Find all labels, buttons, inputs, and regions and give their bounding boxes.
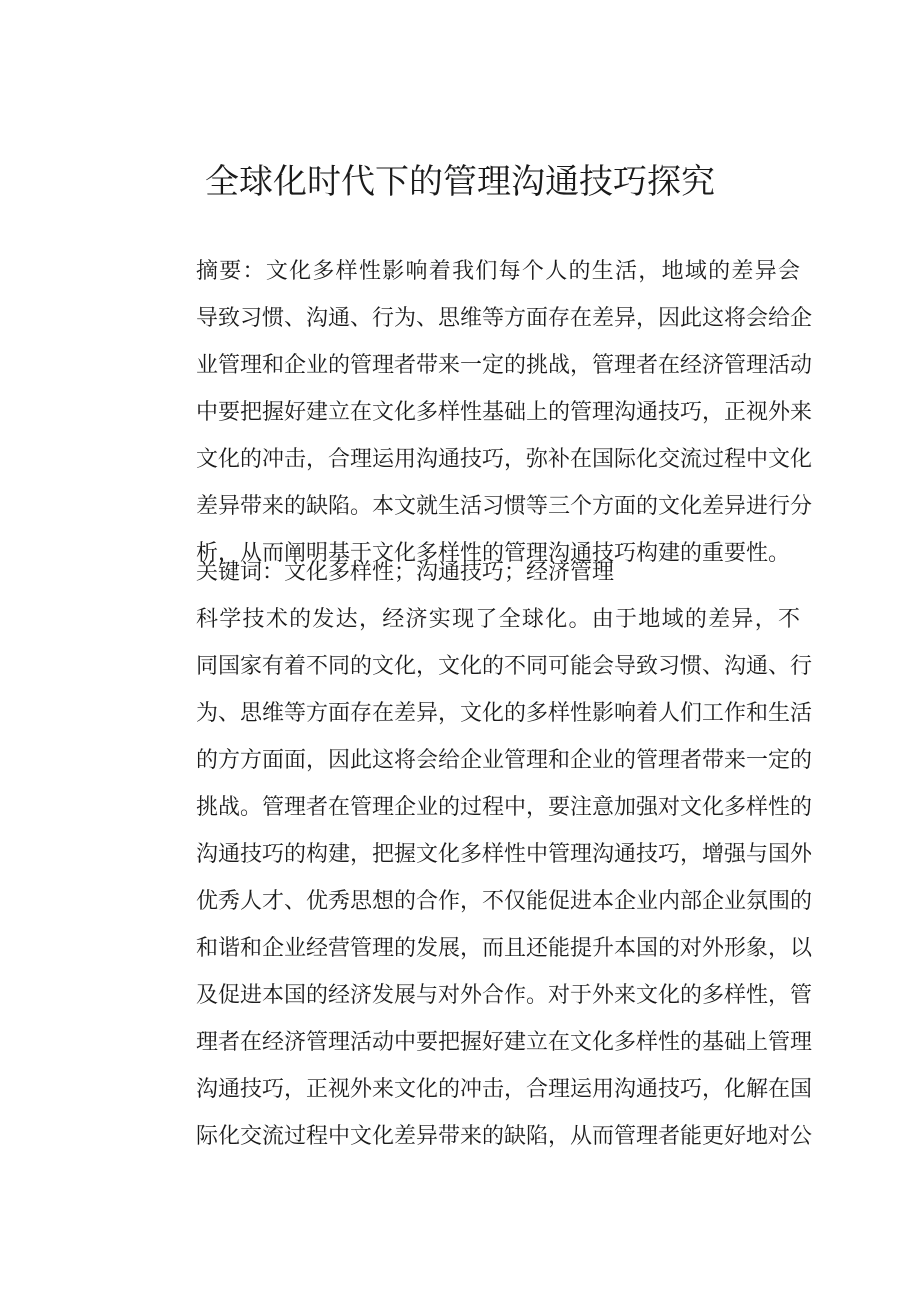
- abstract-line: 摘要：文化多样性影响着我们每个人的生活，地域的差异会: [196, 259, 800, 284]
- intro-line: 沟通技巧，正视外来文化的冲击，合理运用沟通技巧，化解在国: [196, 1077, 813, 1102]
- intro-line: 和谐和企业经营管理的发展，而且还能提升本国的对外形象，以: [196, 936, 813, 961]
- keywords-line: [148, 549, 800, 596]
- intro-paragraph: [148, 596, 813, 1160]
- intro-line: 挑战。管理者在管理企业的过程中，要注意加强对文化多样性的: [196, 795, 813, 820]
- abstract-line: 文化的冲击，合理运用沟通技巧，弥补在国际化交流过程中文化: [196, 447, 813, 472]
- intro-line: 科学技术的发达，经济实现了全球化。由于地域的差异，不: [196, 607, 800, 632]
- abstract-line: 中要把握好建立在文化多样性基础上的管理沟通技巧，正视外来: [196, 400, 813, 425]
- intro-line: 理者在经济管理活动中要把握好建立在文化多样性的基础上管理: [196, 1030, 813, 1055]
- intro-line: 沟通技巧的构建，把握文化多样性中管理沟通技巧，增强与国外: [196, 842, 813, 867]
- intro-line: 为、思维等方面存在差异，文化的多样性影响着人们工作和生活: [196, 701, 813, 726]
- intro-line: 的方方面面，因此这将会给企业管理和企业的管理者带来一定的: [196, 748, 813, 773]
- keywords-text: 关键词：文化多样性；沟通技巧；经济管理: [196, 560, 615, 585]
- page-title: 全球化时代下的管理沟通技巧探究: [205, 162, 715, 202]
- abstract-line: 差异带来的缺陷。本文就生活习惯等三个方面的文化差异进行分: [196, 494, 813, 519]
- intro-line: 及促进本国的经济发展与对外合作。对于外来文化的多样性，管: [196, 983, 813, 1008]
- intro-line: 同国家有着不同的文化，文化的不同可能会导致习惯、沟通、行: [196, 654, 813, 679]
- abstract-paragraph: [148, 248, 813, 577]
- abstract-line: 析，从而阐明基于文化多样性的管理沟通技巧构建的重要性。: [196, 541, 791, 566]
- abstract-line: 业管理和企业的管理者带来一定的挑战，管理者在经济管理活动: [196, 353, 813, 378]
- intro-line: 际化交流过程中文化差异带来的缺陷，从而管理者能更好地对公: [196, 1124, 813, 1149]
- intro-line: 优秀人才、优秀思想的合作，不仅能促进本企业内部企业氛围的: [196, 889, 813, 914]
- abstract-line: 导致习惯、沟通、行为、思维等方面存在差异，因此这将会给企: [196, 306, 813, 331]
